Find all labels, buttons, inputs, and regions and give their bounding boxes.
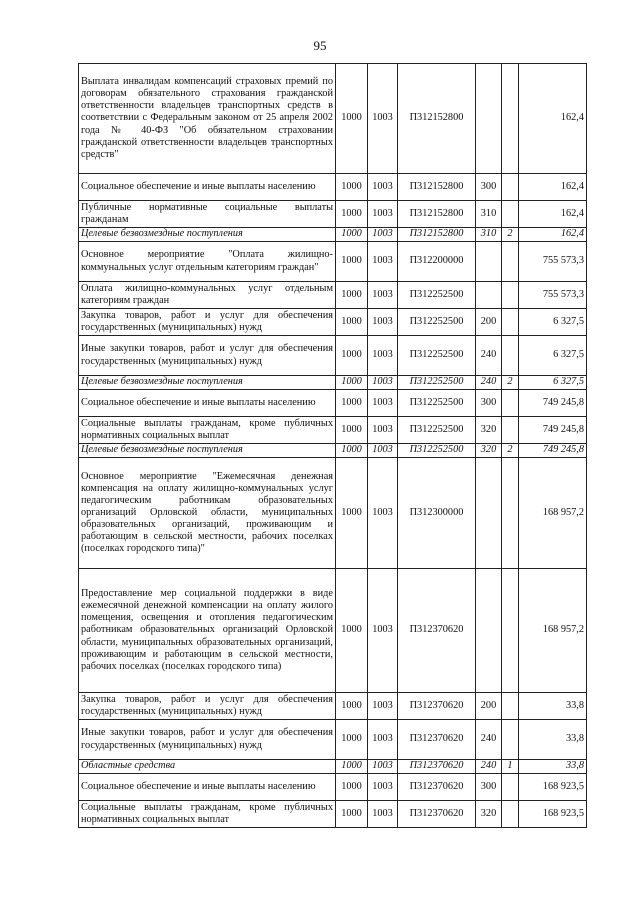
article-code-cell: П312370620 bbox=[398, 569, 476, 693]
table-row bbox=[79, 201, 587, 228]
row-name-cell: Предоставление мер социальной поддержки в виде ежемесячной денежной компенсации на оплату жилого помещения, освещения и отопления педагогическим работникам образовательных организаций Орловской области, муниципальных образовательных организаций, проживающим и работающим в сельской местности, рабочих поселках (поселках городского типа) bbox=[79, 569, 336, 693]
expense-type-cell: 300 bbox=[476, 774, 502, 801]
row-name-cell: Целевые безвозмездные поступления bbox=[79, 376, 336, 390]
row-name-cell: Закупка товаров, работ и услуг для обеспечения государственных (муниципальных) нужд bbox=[79, 309, 336, 336]
article-code-cell: П312370620 bbox=[398, 760, 476, 774]
row-name-cell: Публичные нормативные социальные выплаты гражданам bbox=[79, 201, 336, 228]
row-name-cell: Областные средства bbox=[79, 760, 336, 774]
subsection-code-cell: 1003 bbox=[368, 720, 398, 760]
section-code-cell: 1000 bbox=[336, 336, 368, 376]
row-name-cell: Целевые безвозмездные поступления bbox=[79, 228, 336, 242]
expense-type-cell bbox=[476, 64, 502, 174]
amount-cell: 162,4 bbox=[519, 64, 587, 174]
amount-cell: 749 245,8 bbox=[519, 417, 587, 444]
article-code-cell: П312252500 bbox=[398, 390, 476, 417]
section-code-cell: 1000 bbox=[336, 201, 368, 228]
table-row bbox=[79, 228, 587, 242]
subsection-code-cell: 1003 bbox=[368, 760, 398, 774]
funding-source-cell bbox=[502, 693, 519, 720]
subsection-code-cell: 1003 bbox=[368, 336, 398, 376]
article-code-cell: П312300000 bbox=[398, 458, 476, 569]
amount-cell: 162,4 bbox=[519, 228, 587, 242]
expense-type-cell: 240 bbox=[476, 336, 502, 376]
subsection-code-cell: 1003 bbox=[368, 242, 398, 282]
funding-source-cell: 1 bbox=[502, 760, 519, 774]
table-row bbox=[79, 309, 587, 336]
section-code-cell: 1000 bbox=[336, 390, 368, 417]
expense-type-cell: 320 bbox=[476, 444, 502, 458]
row-name-cell: Социальное обеспечение и иные выплаты населению bbox=[79, 390, 336, 417]
amount-cell: 162,4 bbox=[519, 201, 587, 228]
amount-cell: 749 245,8 bbox=[519, 390, 587, 417]
row-name-cell: Иные закупки товаров, работ и услуг для обеспечения государственных (муниципальных) нужд bbox=[79, 720, 336, 760]
row-name-cell: Закупка товаров, работ и услуг для обеспечения государственных (муниципальных) нужд bbox=[79, 693, 336, 720]
table-row bbox=[79, 376, 587, 390]
subsection-code-cell: 1003 bbox=[368, 201, 398, 228]
section-code-cell: 1000 bbox=[336, 417, 368, 444]
section-code-cell: 1000 bbox=[336, 242, 368, 282]
table-row bbox=[79, 174, 587, 201]
article-code-cell: П312152800 bbox=[398, 201, 476, 228]
funding-source-cell bbox=[502, 569, 519, 693]
subsection-code-cell: 1003 bbox=[368, 693, 398, 720]
row-name-cell: Социальные выплаты гражданам, кроме публичных нормативных социальных выплат bbox=[79, 417, 336, 444]
amount-cell: 6 327,5 bbox=[519, 336, 587, 376]
expense-type-cell bbox=[476, 569, 502, 693]
amount-cell: 6 327,5 bbox=[519, 309, 587, 336]
article-code-cell: П312370620 bbox=[398, 801, 476, 828]
row-name-cell: Основное мероприятие "Ежемесячная денежная компенсация на оплату жилищно-коммунальных услуг педагогическим работникам образовательных организаций Орловской области, муниципальных образовательных организаций, проживающим и работающим в сельской местности, рабочих поселках (поселках городского типа)" bbox=[79, 458, 336, 569]
funding-source-cell bbox=[502, 174, 519, 201]
expense-type-cell: 240 bbox=[476, 760, 502, 774]
expense-type-cell: 320 bbox=[476, 801, 502, 828]
article-code-cell: П312252500 bbox=[398, 444, 476, 458]
section-code-cell: 1000 bbox=[336, 282, 368, 309]
section-code-cell: 1000 bbox=[336, 444, 368, 458]
amount-cell: 749 245,8 bbox=[519, 444, 587, 458]
amount-cell: 168 923,5 bbox=[519, 774, 587, 801]
amount-cell: 168 957,2 bbox=[519, 458, 587, 569]
row-name-cell: Социальные выплаты гражданам, кроме публичных нормативных социальных выплат bbox=[79, 801, 336, 828]
article-code-cell: П312252500 bbox=[398, 417, 476, 444]
subsection-code-cell: 1003 bbox=[368, 228, 398, 242]
article-code-cell: П312152800 bbox=[398, 228, 476, 242]
section-code-cell: 1000 bbox=[336, 774, 368, 801]
table-row bbox=[79, 242, 587, 282]
table-row bbox=[79, 390, 587, 417]
section-code-cell: 1000 bbox=[336, 720, 368, 760]
article-code-cell: П312252500 bbox=[398, 376, 476, 390]
section-code-cell: 1000 bbox=[336, 760, 368, 774]
row-name-cell: Оплата жилищно-коммунальных услуг отдельным категориям граждан bbox=[79, 282, 336, 309]
table-row bbox=[79, 774, 587, 801]
section-code-cell: 1000 bbox=[336, 569, 368, 693]
funding-source-cell bbox=[502, 720, 519, 760]
subsection-code-cell: 1003 bbox=[368, 417, 398, 444]
funding-source-cell: 2 bbox=[502, 376, 519, 390]
subsection-code-cell: 1003 bbox=[368, 458, 398, 569]
row-name-cell: Социальное обеспечение и иные выплаты населению bbox=[79, 774, 336, 801]
amount-cell: 33,8 bbox=[519, 693, 587, 720]
amount-cell: 755 573,3 bbox=[519, 242, 587, 282]
article-code-cell: П312152800 bbox=[398, 174, 476, 201]
budget-table bbox=[78, 63, 587, 828]
funding-source-cell bbox=[502, 458, 519, 569]
subsection-code-cell: 1003 bbox=[368, 282, 398, 309]
section-code-cell: 1000 bbox=[336, 376, 368, 390]
section-code-cell: 1000 bbox=[336, 693, 368, 720]
budget-table-body bbox=[79, 64, 587, 828]
subsection-code-cell: 1003 bbox=[368, 64, 398, 174]
table-row bbox=[79, 569, 587, 693]
subsection-code-cell: 1003 bbox=[368, 390, 398, 417]
table-row bbox=[79, 801, 587, 828]
section-code-cell: 1000 bbox=[336, 458, 368, 569]
section-code-cell: 1000 bbox=[336, 309, 368, 336]
funding-source-cell bbox=[502, 417, 519, 444]
row-name-cell: Выплата инвалидам компенсаций страховых премий по договорам обязательного страхования гражданской ответственности владельцев транспортных средств в соответствии с Федеральным законом от 25 апреля 2002 года № 40-ФЗ "Об обязательном страховании гражданской ответственности владельцев транспортных средств" bbox=[79, 64, 336, 174]
funding-source-cell: 2 bbox=[502, 444, 519, 458]
table-row bbox=[79, 458, 587, 569]
expense-type-cell: 240 bbox=[476, 376, 502, 390]
subsection-code-cell: 1003 bbox=[368, 376, 398, 390]
section-code-cell: 1000 bbox=[336, 801, 368, 828]
funding-source-cell bbox=[502, 801, 519, 828]
amount-cell: 755 573,3 bbox=[519, 282, 587, 309]
article-code-cell: П312252500 bbox=[398, 282, 476, 309]
funding-source-cell bbox=[502, 64, 519, 174]
funding-source-cell bbox=[502, 242, 519, 282]
expense-type-cell: 240 bbox=[476, 720, 502, 760]
article-code-cell: П312370620 bbox=[398, 693, 476, 720]
expense-type-cell: 310 bbox=[476, 228, 502, 242]
expense-type-cell: 300 bbox=[476, 174, 502, 201]
subsection-code-cell: 1003 bbox=[368, 309, 398, 336]
table-row bbox=[79, 64, 587, 174]
row-name-cell: Иные закупки товаров, работ и услуг для обеспечения государственных (муниципальных) нужд bbox=[79, 336, 336, 376]
row-name-cell: Основное мероприятие "Оплата жилищно-коммунальных услуг отдельным категориям граждан" bbox=[79, 242, 336, 282]
expense-type-cell: 300 bbox=[476, 390, 502, 417]
subsection-code-cell: 1003 bbox=[368, 174, 398, 201]
table-row bbox=[79, 760, 587, 774]
article-code-cell: П312252500 bbox=[398, 336, 476, 376]
section-code-cell: 1000 bbox=[336, 64, 368, 174]
funding-source-cell bbox=[502, 336, 519, 376]
page-number: 95 bbox=[313, 38, 327, 53]
subsection-code-cell: 1003 bbox=[368, 801, 398, 828]
expense-type-cell bbox=[476, 458, 502, 569]
amount-cell: 162,4 bbox=[519, 174, 587, 201]
row-name-cell: Социальное обеспечение и иные выплаты населению bbox=[79, 174, 336, 201]
funding-source-cell bbox=[502, 282, 519, 309]
funding-source-cell bbox=[502, 774, 519, 801]
subsection-code-cell: 1003 bbox=[368, 774, 398, 801]
article-code-cell: П312252500 bbox=[398, 309, 476, 336]
funding-source-cell: 2 bbox=[502, 228, 519, 242]
amount-cell: 6 327,5 bbox=[519, 376, 587, 390]
amount-cell: 33,8 bbox=[519, 720, 587, 760]
section-code-cell: 1000 bbox=[336, 228, 368, 242]
table-row bbox=[79, 444, 587, 458]
funding-source-cell bbox=[502, 201, 519, 228]
amount-cell: 168 957,2 bbox=[519, 569, 587, 693]
article-code-cell: П312370620 bbox=[398, 720, 476, 760]
article-code-cell: П312200000 bbox=[398, 242, 476, 282]
amount-cell: 33,8 bbox=[519, 760, 587, 774]
amount-cell: 168 923,5 bbox=[519, 801, 587, 828]
table-row bbox=[79, 336, 587, 376]
article-code-cell: П312370620 bbox=[398, 774, 476, 801]
expense-type-cell: 200 bbox=[476, 309, 502, 336]
table-row bbox=[79, 417, 587, 444]
funding-source-cell bbox=[502, 390, 519, 417]
expense-type-cell: 320 bbox=[476, 417, 502, 444]
table-row bbox=[79, 693, 587, 720]
table-row bbox=[79, 282, 587, 309]
section-code-cell: 1000 bbox=[336, 174, 368, 201]
funding-source-cell bbox=[502, 309, 519, 336]
expense-type-cell bbox=[476, 282, 502, 309]
expense-type-cell: 200 bbox=[476, 693, 502, 720]
article-code-cell: П312152800 bbox=[398, 64, 476, 174]
subsection-code-cell: 1003 bbox=[368, 444, 398, 458]
expense-type-cell bbox=[476, 242, 502, 282]
row-name-cell: Целевые безвозмездные поступления bbox=[79, 444, 336, 458]
table-row bbox=[79, 720, 587, 760]
expense-type-cell: 310 bbox=[476, 201, 502, 228]
subsection-code-cell: 1003 bbox=[368, 569, 398, 693]
